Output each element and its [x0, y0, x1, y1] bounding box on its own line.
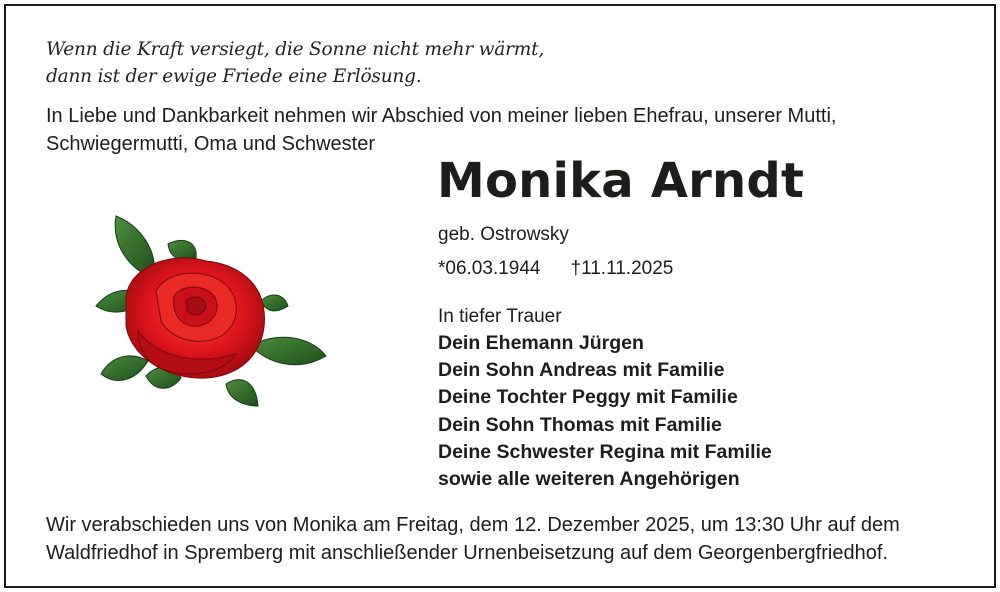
intro-text — [46, 102, 946, 158]
family-member: Deine Tochter Peggy mit Familie — [438, 386, 738, 409]
family-member: Dein Sohn Andreas mit Familie — [438, 359, 725, 382]
funeral-info — [46, 511, 966, 567]
obituary-card — [4, 4, 996, 588]
family-member: Dein Sohn Thomas mit Familie — [438, 413, 722, 436]
mourning-heading: In tiefer Trauer — [438, 306, 562, 327]
family-member: sowie alle weiteren Angehörigen — [438, 468, 740, 491]
family-member: Dein Ehemann Jürgen — [438, 332, 644, 354]
intro-line-1: In Liebe und Dankbarkeit nehmen wir Abschied von meiner lieben Ehefrau, unserer Mutti, — [46, 105, 837, 127]
family-list — [438, 330, 772, 493]
rose-image — [86, 206, 336, 421]
rose-bloom — [126, 258, 264, 378]
poem-line-2: dann ist der ewige Friede eine Erlösung. — [46, 66, 422, 87]
birth-name: geb. Ostrowsky — [438, 224, 569, 245]
poem — [46, 36, 544, 90]
funeral-line-1: Wir verabschieden uns von Monika am Freitag, dem 12. Dezember 2025, um 13:30 Uhr auf dem — [46, 514, 900, 536]
birth-date: *06.03.1944 — [438, 258, 541, 279]
life-dates — [438, 256, 673, 282]
intro-line-2: Schwiegermutti, Oma und Schwester — [46, 133, 376, 155]
death-date: †11.11.2025 — [570, 258, 674, 279]
poem-line-1: Wenn die Kraft versiegt, die Sonne nicht mehr wärmt, — [46, 39, 545, 60]
deceased-name: Monika Arndt — [437, 153, 805, 209]
family-member: Deine Schwester Regina mit Familie — [438, 440, 772, 463]
funeral-line-2: Waldfriedhof in Spremberg mit anschließender Urnenbeisetzung auf dem Georgenbergfriedhof. — [46, 542, 888, 564]
